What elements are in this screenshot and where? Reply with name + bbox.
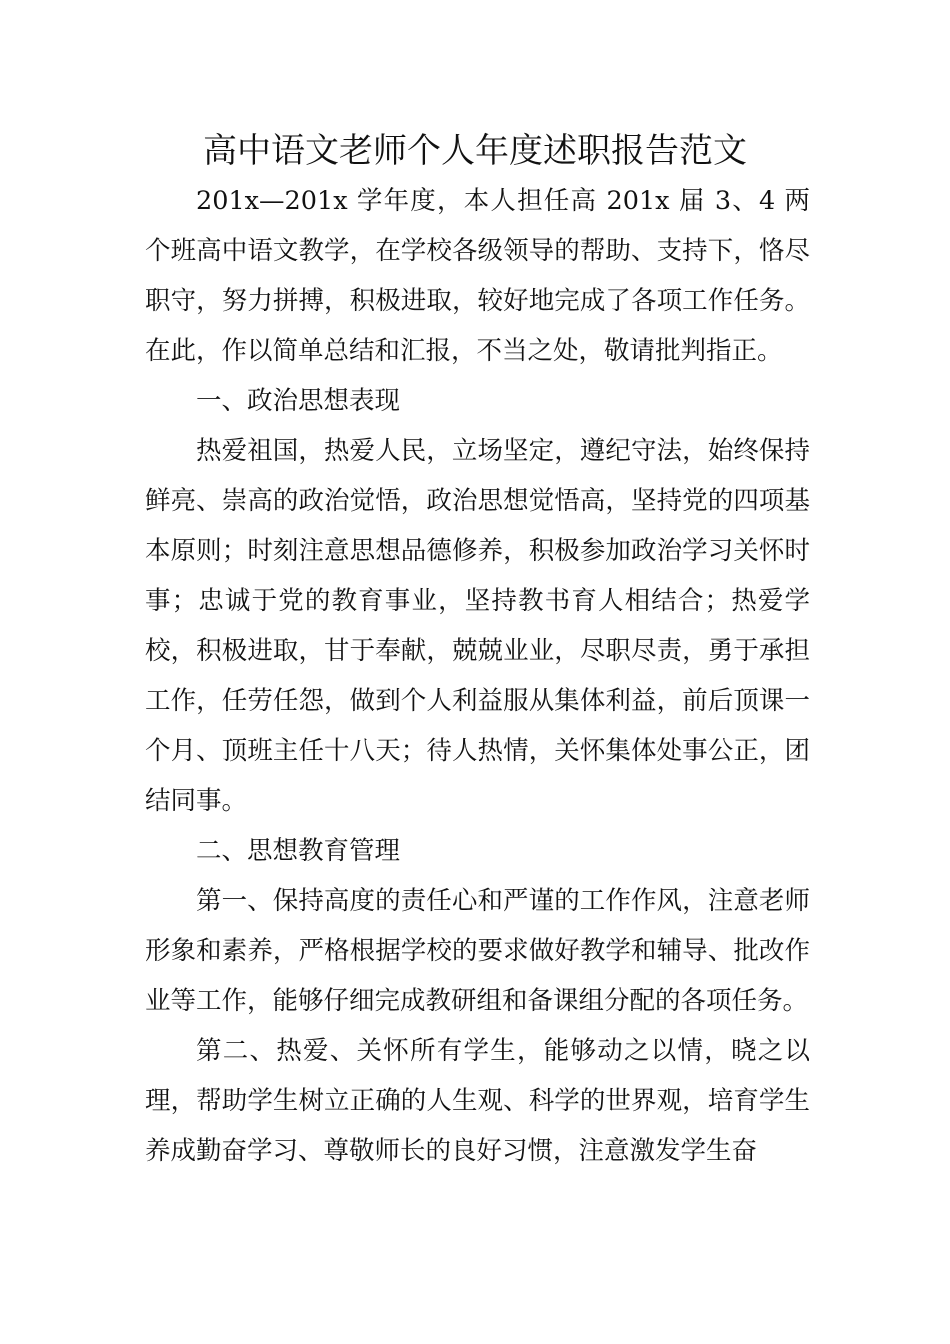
document-body (145, 176, 810, 1176)
section-heading-political: 一、政治思想表现 (196, 386, 401, 416)
political-paragraph: 热爱祖国，热爱人民，立场坚定，遵纪守法，始终保持鲜亮、崇高的政治觉悟，政治思想觉悟高，坚持党的四项基本原则；时刻注意思想品德修养，积极参加政治学习关怀时事；忠诚于党的教育事业，坚持教书育人相结合；热爱学校，积极进取，甘于奉献，兢兢业业，尽职尽责，勇于承担工作，任劳任怨，做到个人利益服从集体利益，前后顶课一个月、顶班主任十八天；待人热情，关怀集体处事公正，团结同事。 (145, 436, 810, 816)
education-paragraph-1: 第一、保持高度的责任心和严谨的工作作风，注意老师形象和素养，严格根据学校的要求做好教学和辅导、批改作业等工作，能够仔细完成教研组和备课组分配的各项任务。 (145, 886, 810, 1016)
intro-paragraph: 201x—201x 学年度，本人担任高 201x 届 3、4 两个班高中语文教学，在学校各级领导的帮助、支持下，恪尽职守，努力拼搏，积极进取，较好地完成了各项工作任务。在此，作以简单总结和汇报，不当之处，敬请批判指正。 (145, 186, 810, 366)
education-paragraph-2: 第二、热爱、关怀所有学生，能够动之以情，晓之以理，帮助学生树立正确的人生观、科学的世界观，培育学生养成勤奋学习、尊敬师长的良好习惯，注意激发学生奋 (145, 1036, 810, 1166)
section-heading-education: 二、思想教育管理 (196, 836, 401, 866)
document-title: 高中语文老师个人年度述职报告范文 (203, 131, 747, 171)
